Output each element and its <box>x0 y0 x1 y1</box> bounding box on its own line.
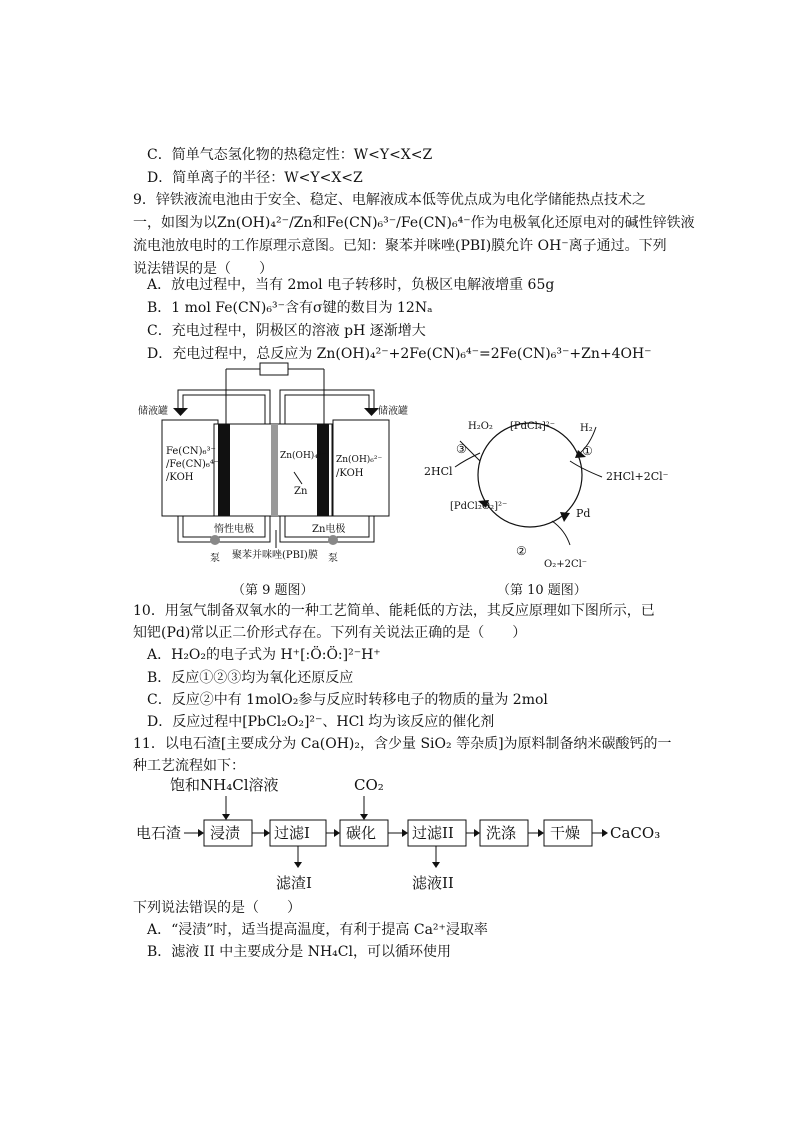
resistor <box>260 363 288 375</box>
q8-option-c: C．简单气态氢化物的热稳定性：W<Y<X<Z <box>147 147 433 163</box>
q11-stem-line-2: 种工艺流程如下： <box>133 758 245 774</box>
left-solution-1: Fe(CN)₆³⁻ <box>166 446 216 457</box>
step-filter2: 过滤II <box>412 824 454 842</box>
right-solution-1: Zn(OH)₆²⁻ <box>336 455 383 465</box>
product-caco3: CaCO₃ <box>610 824 661 842</box>
step-leach: 浸渍 <box>210 824 241 842</box>
pbi-membrane <box>271 424 278 516</box>
figure-9-battery-diagram <box>130 358 430 580</box>
inert-electrode-label: 惰性电极 <box>214 524 254 535</box>
step-dry: 干燥 <box>550 824 581 842</box>
figure-10-cycle-diagram <box>420 405 700 575</box>
pdcl4-label: [PdCl₄]²⁻ <box>510 421 556 432</box>
q11-question: 下列说法错误的是（ ） <box>133 900 301 916</box>
step-2-label: ② <box>516 544 527 558</box>
zn-electrode-label: Zn电极 <box>312 524 346 535</box>
q10-option-b: B．反应①②③均为氧化还原反应 <box>147 670 354 686</box>
q10-stem-line-2: 知钯(Pd)常以正二价形式存在。下列有关说法正确的是（ ） <box>133 625 527 641</box>
q9-option-d: D．充电过程中，总反应为 Zn(OH)₄²⁻+2Fe(CN)₆⁴⁻=2Fe(CN)₆³⁻+Zn+4OH⁻ <box>147 346 652 362</box>
waste-residue1: 滤渣I <box>276 874 312 892</box>
h2o2-label: H₂O₂ <box>468 421 493 432</box>
step-3-label: ③ <box>456 442 467 456</box>
hcl-cl-label: 2HCl+2Cl⁻ <box>606 470 669 483</box>
q9-stem-line-1: 9．锌铁液流电池由于安全、稳定、电解液成本低等优点成为电化学储能热点技术之 <box>133 192 646 208</box>
q8-option-d: D．简单离子的半径：W<Y<X<Z <box>147 170 363 186</box>
zn-electrode <box>317 424 329 516</box>
step-1-label: ① <box>582 444 593 458</box>
q10-option-d: D．反应过程中[PbCl₂O₂]²⁻、HCl 均为该反应的催化剂 <box>147 714 495 730</box>
tank-right-label: 储液罐 <box>378 406 408 417</box>
left-pump <box>210 535 220 545</box>
right-solution-2: /KOH <box>336 468 364 479</box>
step-filter1: 过滤I <box>274 824 310 842</box>
step-carbonize: 碳化 <box>346 824 377 842</box>
right-pump-label: 泵 <box>328 553 338 564</box>
q11-option-b: B．滤液 II 中主要成分是 NH₄Cl，可以循环使用 <box>147 944 451 960</box>
q9-stem-line-2: 一，如图为以Zn(OH)₄²⁻/Zn和Fe(CN)₆³⁻/Fe(CN)₆⁴⁻作为电极氧化还原电对的碱性锌铁液 <box>133 215 695 231</box>
start-material: 电石渣 <box>136 824 182 842</box>
figure-10-caption: （第 10 题图） <box>497 583 587 598</box>
waste-filtrate2: 滤液II <box>412 874 454 892</box>
figure-9-caption: （第 9 题图） <box>232 583 314 598</box>
zn-label: Zn <box>294 486 308 497</box>
q9-option-a: A．放电过程中，当有 2mol 电子转移时，负极区电解液增重 65g <box>147 277 555 293</box>
left-solution-2: /Fe(CN)₆⁴⁻ <box>166 459 220 470</box>
reagent-co2: CO₂ <box>354 776 384 794</box>
q10-option-c: C．反应②中有 1molO₂参与反应时转移电子的物质的量为 2mol <box>147 692 548 708</box>
mid-solution: Zn(OH)₄²⁻ <box>280 451 327 461</box>
pdcl2o2-label: [PdCl₂O₂]²⁻ <box>450 501 508 512</box>
membrane-label: 聚苯并咪唑(PBI)膜 <box>232 550 318 561</box>
q10-stem-line-1: 10．用氢气制备双氧水的一种工艺简单、能耗低的方法，其反应原理如下图所示，已 <box>133 603 655 619</box>
right-pump <box>328 535 338 545</box>
h2-label: H₂ <box>580 423 593 434</box>
step-wash: 洗涤 <box>486 824 517 842</box>
q9-option-b: B．1 mol Fe(CN)₆³⁻含有σ键的数目为 12Nₐ <box>147 300 433 316</box>
q11-process-flow <box>130 772 670 897</box>
left-pump-label: 泵 <box>210 553 220 564</box>
q9-stem-line-3: 流电池放电时的工作原理示意图。已知：聚苯并咪唑(PBI)膜允许 OH⁻离子通过。下列 <box>133 238 667 254</box>
hcl-label: 2HCl <box>424 465 453 478</box>
o2-cl-label: O₂+2Cl⁻ <box>544 559 588 570</box>
q9-option-c: C．充电过程中，阴极区的溶液 pH 逐渐增大 <box>147 323 426 339</box>
q10-option-a: A．H₂O₂的电子式为 H⁺[:Ö:Ö:]²⁻H⁺ <box>147 647 381 663</box>
pd-label: Pd <box>576 507 591 520</box>
inert-electrode <box>218 424 230 516</box>
reagent-nh4cl: 饱和NH₄Cl溶液 <box>170 776 279 794</box>
q11-option-a: A．“浸渍”时，适当提高温度，有利于提高 Ca²⁺浸取率 <box>147 922 488 938</box>
q9-stem-line-4: 说法错误的是（ ） <box>133 261 273 277</box>
left-solution-3: /KOH <box>166 472 194 483</box>
q11-stem-line-1: 11．以电石渣[主要成分为 Ca(OH)₂，含少量 SiO₂ 等杂质]为原料制备纳米碳酸钙的一 <box>133 736 672 752</box>
tank-left-label: 储液罐 <box>138 406 168 417</box>
